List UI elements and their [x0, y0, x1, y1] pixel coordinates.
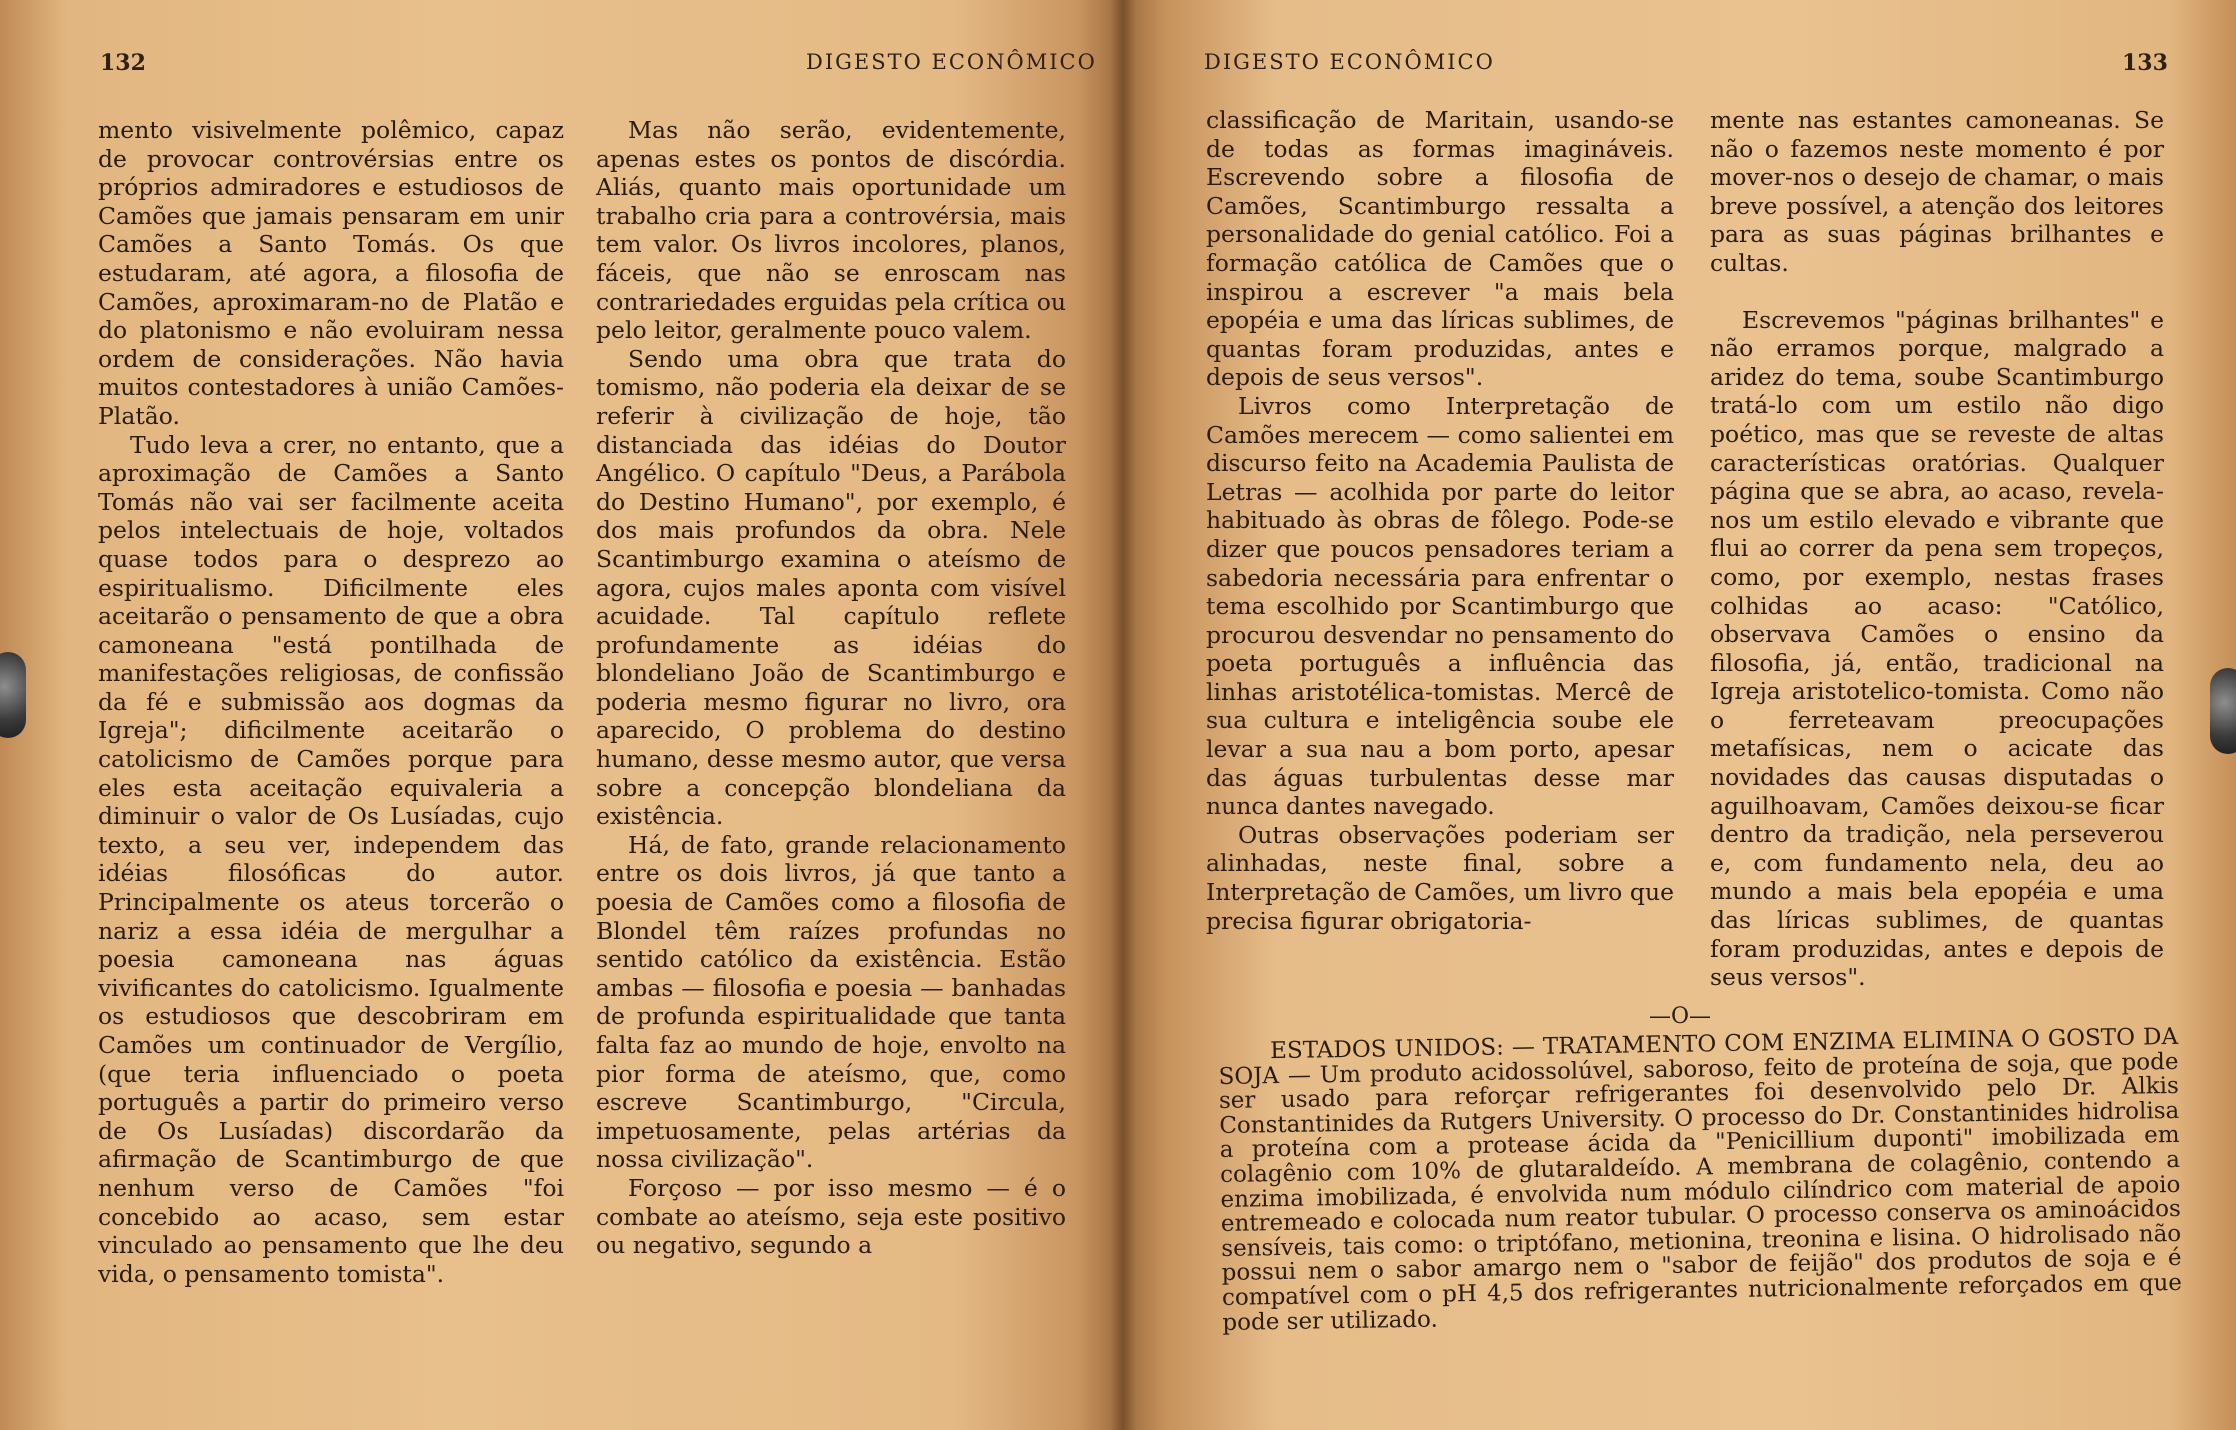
binder-clip-right — [2210, 668, 2236, 754]
left-page-column-1 — [98, 116, 564, 1288]
paragraph: mente nas estantes camoneanas. Se não o fazemos neste momento é por mover-nos o desejo de chamar, o mais breve possível, a atenção dos leitores para as suas páginas brilhantes e cultas. — [1710, 106, 2164, 277]
page-number-left: 132 — [100, 50, 146, 76]
paragraph: Outras observações poderiam ser alinhadas, neste final, sobre a Interpretação de Camões, um livro que precisa figurar obrigatoria- — [1206, 820, 1674, 935]
right-page-column-1 — [1206, 106, 1674, 935]
paragraph: Livros como Interpretação de Camões merecem — como salientei em discurso feito na Academia Paulista de Letras — acolhida por parte do leitor habituado às obras de fôlego. Pode-se dizer que poucos pensadores teriam a sabedoria necessária para enfrentar o tema escolhido por Scantimburgo que procurou desvendar no pensamento do poeta português a influência das linhas aristotélica-tomistas. Mercê de sua cultura e inteligência soube ele levar a sua nau a bom porto, apesar das águas turbulentas desse mar nunca dantes navegado. — [1206, 391, 1674, 821]
paragraph: Há, de fato, grande relacionamento entre os dois livros, já que tanto a poesia de Camões como a filosofia de Blondel têm raízes profundas no sentido católico da existência. Estão ambas — filosofia e poesia — banhadas de profunda espiritualidade que tanta falta faz ao mundo de hoje, envolto na pior forma de ateísmo, que, como escreve Scantimburgo, "Circula, impetuosamente, pelas artérias da nossa civilização". — [596, 830, 1066, 1174]
binder-clip-left — [0, 652, 26, 738]
running-head-right: DIGESTO ECONÔMICO — [1204, 50, 1495, 74]
news-paragraph: ESTADOS UNIDOS: — TRATAMENTO COM ENZIMA ELIMINA O GOSTO DA SOJA — Um produto acidossolúvel, saboroso, feito de proteína de soja, que pode ser usado para reforçar refrigerantes foi desenvolvido pelo Dr. Alkis Constantinides da Rutgers University. O processo do Dr. Constantinides hidrolisa a proteína com a protease ácida da "Penicillium duponti" imobilizada em colagênio com 10% de glutaraldeído. A membrana de colagênio, contendo a enzima imobilizada, é envolvida num módulo cilíndrico com material de apoio entremeado e colocada num reator tubular. O processo conserva os aminoácidos sensíveis, tais como: o triptófano, metionina, treonina e lisina. O hidrolisado não possui nem o sabor amargo nem o "sabor de feijão" dos produtos de soja e é compatível com o pH 4,5 dos refrigerantes nutricionalmente reforçados em que pode ser utilizado. — [1218, 1023, 2183, 1336]
paragraph: Sendo uma obra que trata do tomismo, não poderia ela deixar de se referir à civilização de hoje, tão distanciada das idéias do Doutor Angélico. O capítulo "Deus, a Parábola do Destino Humano", por exemplo, é dos mais profundos da obra. Nele Scantimburgo examina o ateísmo de agora, cujos males aponta com visível acuidade. Tal capítulo reflete profundamente as idéias do blondeliano João de Scantimburgo e poderia mesmo figurar no livro, ora aparecido, O problema do destino humano, desse mesmo autor, que versa sobre a concepção blondeliana da existência. — [596, 344, 1066, 831]
book-gutter — [1110, 0, 1136, 1430]
paragraph: Tudo leva a crer, no entanto, que a aproximação de Camões a Santo Tomás não vai ser facilmente aceita pelos intelectuais de hoje, voltados quase todos para o desprezo ao espiritualismo. Dificilmente eles aceitarão o pensamento de que a obra camoneana "está pontilhada de manifestações religiosas, de confissão da fé e submissão aos dogmas da Igreja"; dificilmente aceitarão o catolicismo de Camões porque para eles esta aceitação equivaleria a diminuir o valor de Os Lusíadas, cujo texto, a seu ver, independem das idéias filosóficas do autor. Principalmente os ateus torcerão o nariz a essa idéia de mergulhar a poesia camoneana nas águas vivificantes do catolicismo. Igualmente os estudiosos que descobriram em Camões um continuador de Vergílio, (que teria influenciado o poeta português a partir do primeiro verso de Os Lusíadas) discordarão da afirmação de Scantimburgo de que nenhum verso de Camões "foi concebido ao acaso, sem estar vinculado ao pensamento que lhe deu vida, o pensamento tomista". — [98, 430, 564, 1288]
paragraph: Mas não serão, evidentemente, apenas estes os pontos de discórdia. Aliás, quanto mais oportunidade um trabalho cria para a controvérsia, mais tem valor. Os livros incolores, planos, fáceis, que não se enroscam nas contrariedades erguidas pela crítica ou pelo leitor, geralmente pouco valem. — [596, 116, 1066, 345]
news-item — [1218, 1025, 2183, 1335]
running-head-left: DIGESTO ECONÔMICO — [806, 50, 1097, 74]
page-number-right: 133 — [2122, 50, 2168, 76]
paragraph: Escrevemos "páginas brilhantes" e não erramos porque, malgrado a aridez do tema, soube Scantimburgo tratá-lo com um estilo não digo poético, mas que se reveste de altas características oratórias. Qualquer página que se abra, ao acaso, revela-nos um estilo elevado e vibrante que flui ao correr da pena sem tropeços, como, por exemplo, nestas frases colhidas ao acaso: "Católico, observava Camões o ensino da filosofia, já, então, tradicional na Igreja aristotelico-tomista. Como não o ferreteavam preocupações metafísicas, nem o acicate das novidades das causas disputadas o aguilhoavam, Camões deixou-se ficar dentro da tradição, nela perseverou e, com fundamento nela, deu ao mundo a mais bela epopéia e uma das líricas sublimes, de quantas foram produzidas, antes e depois de seus versos". — [1710, 305, 2164, 992]
right-page-column-2 — [1710, 106, 2164, 992]
section-divider: —O— — [1648, 1004, 1712, 1029]
paragraph: classificação de Maritain, usando-se de todas as formas imagináveis. Escrevendo sobre a filosofia de Camões, Scantimburgo ressalta a personalidade do genial católico. Foi a formação católica de Camões que o inspirou a escrever "a mais bela epopéia e uma das líricas sublimes, de quantas foram produzidas, antes e depois de seus versos". — [1206, 106, 1674, 392]
paragraph: mento visivelmente polêmico, capaz de provocar controvérsias entre os próprios admiradores e estudiosos de Camões que jamais pensaram em unir Camões a Santo Tomás. Os que estudaram, até agora, a filosofia de Camões, aproximaram-no de Platão e do platonismo e não evoluiram nessa ordem de considerações. Não havia muitos contestadores à união Camões-Platão. — [98, 116, 564, 430]
paragraph: Forçoso — por isso mesmo — é o combate ao ateísmo, seja este positivo ou negativo, segundo a — [596, 1173, 1066, 1260]
left-page-column-2 — [596, 116, 1066, 1260]
